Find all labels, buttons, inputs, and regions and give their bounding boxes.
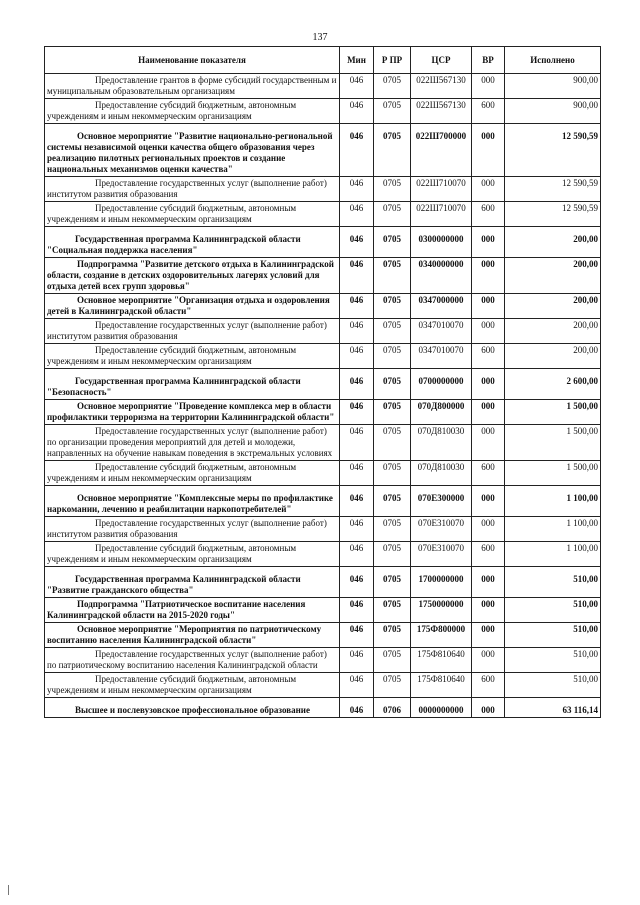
row-name-cell: Государственная программа Калининградской области "Социальная поддержка населения" — [45, 227, 340, 258]
row-name-cell: Государственная программа Калининградской области "Развитие гражданского общества" — [45, 567, 340, 598]
table-row — [45, 486, 601, 517]
row-vr-cell: 600 — [472, 344, 505, 369]
row-executed-cell: 1 100,00 — [505, 517, 601, 542]
row-min-cell: 046 — [340, 486, 374, 517]
row-vr-cell: 600 — [472, 542, 505, 567]
row-vr-cell: 000 — [472, 177, 505, 202]
row-csr-cell: 070Д810030 — [411, 461, 472, 486]
row-min-cell: 046 — [340, 227, 374, 258]
row-min-cell: 046 — [340, 319, 374, 344]
row-vr-cell: 000 — [472, 319, 505, 344]
row-rpr-cell: 0705 — [374, 567, 411, 598]
row-vr-cell: 000 — [472, 369, 505, 400]
row-executed-cell: 63 116,14 — [505, 698, 601, 718]
row-name-cell: Основное мероприятие "Организация отдыха и оздоровления детей в Калининградской области" — [45, 294, 340, 319]
row-name-cell: Предоставление государственных услуг (выполнение работ) по патриотическому воспитанию населения Калининградской области — [45, 648, 340, 673]
table-row — [45, 673, 601, 698]
row-min-cell: 046 — [340, 400, 374, 425]
budget-table — [44, 46, 601, 718]
row-rpr-cell: 0705 — [374, 400, 411, 425]
row-vr-cell: 000 — [472, 74, 505, 99]
row-min-cell: 046 — [340, 124, 374, 177]
row-vr-cell: 000 — [472, 698, 505, 718]
row-executed-cell: 510,00 — [505, 598, 601, 623]
row-executed-cell: 12 590,59 — [505, 124, 601, 177]
row-vr-cell: 000 — [472, 425, 505, 461]
row-name-cell: Основное мероприятие "Проведение комплекса мер в области профилактики терроризма на территории Калининградской области" — [45, 400, 340, 425]
table-row — [45, 648, 601, 673]
row-min-cell: 046 — [340, 258, 374, 294]
row-rpr-cell: 0706 — [374, 698, 411, 718]
row-executed-cell: 200,00 — [505, 319, 601, 344]
row-vr-cell: 000 — [472, 598, 505, 623]
row-name-cell: Основное мероприятие "Развитие национально-региональной системы независимой оценки качества общего образования через реализацию пилотных региональных проектов и создание национальных механизмов оценки качества" — [45, 124, 340, 177]
row-executed-cell: 200,00 — [505, 227, 601, 258]
row-vr-cell: 600 — [472, 202, 505, 227]
row-csr-cell: 175Ф810640 — [411, 648, 472, 673]
table-row — [45, 344, 601, 369]
row-min-cell: 046 — [340, 542, 374, 567]
row-min-cell: 046 — [340, 425, 374, 461]
row-vr-cell: 000 — [472, 648, 505, 673]
table-row — [45, 698, 601, 718]
row-executed-cell: 200,00 — [505, 258, 601, 294]
row-rpr-cell: 0705 — [374, 319, 411, 344]
row-name-cell: Предоставление субсидий бюджетным, автономным учреждениям и иным некоммерческим организациям — [45, 673, 340, 698]
row-rpr-cell: 0705 — [374, 486, 411, 517]
row-csr-cell: 022Ш700000 — [411, 124, 472, 177]
row-rpr-cell: 0705 — [374, 258, 411, 294]
table-header — [45, 47, 601, 74]
table-row — [45, 124, 601, 177]
table-row — [45, 294, 601, 319]
row-name-cell: Предоставление субсидий бюджетным, автономным учреждениям и иным некоммерческим организациям — [45, 344, 340, 369]
row-csr-cell: 0347010070 — [411, 344, 472, 369]
row-csr-cell: 022Ш567130 — [411, 74, 472, 99]
row-min-cell: 046 — [340, 177, 374, 202]
row-csr-cell: 022Ш567130 — [411, 99, 472, 124]
row-csr-cell: 0347010070 — [411, 319, 472, 344]
table-row — [45, 598, 601, 623]
row-name-cell: Государственная программа Калининградской области "Безопасность" — [45, 369, 340, 400]
row-rpr-cell: 0705 — [374, 598, 411, 623]
row-csr-cell: 1700000000 — [411, 567, 472, 598]
row-csr-cell: 070Е310070 — [411, 517, 472, 542]
row-rpr-cell: 0705 — [374, 99, 411, 124]
row-vr-cell: 000 — [472, 294, 505, 319]
row-rpr-cell: 0705 — [374, 177, 411, 202]
row-name-cell: Основное мероприятие "Мероприятия по патриотическому воспитанию населения Калининградской области" — [45, 623, 340, 648]
row-csr-cell: 0000000000 — [411, 698, 472, 718]
row-vr-cell: 000 — [472, 623, 505, 648]
row-min-cell: 046 — [340, 202, 374, 227]
row-min-cell: 046 — [340, 344, 374, 369]
row-vr-cell: 000 — [472, 486, 505, 517]
row-csr-cell: 0340000000 — [411, 258, 472, 294]
row-executed-cell: 900,00 — [505, 99, 601, 124]
row-name-cell: Основное мероприятие "Комплексные меры по профилактике наркомании, лечению и реабилитации наркопотребителей" — [45, 486, 340, 517]
table-row — [45, 567, 601, 598]
row-min-cell: 046 — [340, 698, 374, 718]
table-row — [45, 74, 601, 99]
row-vr-cell: 000 — [472, 567, 505, 598]
row-rpr-cell: 0705 — [374, 227, 411, 258]
row-executed-cell: 200,00 — [505, 294, 601, 319]
column-header-min: Мин — [340, 47, 374, 74]
table-row — [45, 319, 601, 344]
table-row — [45, 202, 601, 227]
row-executed-cell: 12 590,59 — [505, 202, 601, 227]
table-row — [45, 177, 601, 202]
row-executed-cell: 1 500,00 — [505, 425, 601, 461]
row-vr-cell: 600 — [472, 99, 505, 124]
row-min-cell: 046 — [340, 567, 374, 598]
table-row — [45, 623, 601, 648]
row-name-cell: Подпрограмма "Патриотическое воспитание населения Калининградской области на 2015-2020 годы" — [45, 598, 340, 623]
row-csr-cell: 070Е310070 — [411, 542, 472, 567]
row-executed-cell: 510,00 — [505, 567, 601, 598]
row-executed-cell: 510,00 — [505, 623, 601, 648]
row-rpr-cell: 0705 — [374, 74, 411, 99]
column-header-executed: Исполнено — [505, 47, 601, 74]
row-csr-cell: 175Ф810640 — [411, 673, 472, 698]
table-row — [45, 517, 601, 542]
row-csr-cell: 0347000000 — [411, 294, 472, 319]
table-row — [45, 369, 601, 400]
row-executed-cell: 1 500,00 — [505, 400, 601, 425]
column-header-csr: ЦСР — [411, 47, 472, 74]
row-name-cell: Предоставление государственных услуг (выполнение работ) по организации проведения мероприятий для детей и молодежи, направленных на обучение навыкам поведения в экстремальных условиях — [45, 425, 340, 461]
row-min-cell: 046 — [340, 99, 374, 124]
table-row — [45, 461, 601, 486]
row-min-cell: 046 — [340, 623, 374, 648]
row-executed-cell: 1 100,00 — [505, 542, 601, 567]
row-executed-cell: 12 590,59 — [505, 177, 601, 202]
row-csr-cell: 070Е300000 — [411, 486, 472, 517]
row-rpr-cell: 0705 — [374, 425, 411, 461]
row-executed-cell: 900,00 — [505, 74, 601, 99]
row-name-cell: Предоставление субсидий бюджетным, автономным учреждениям и иным некоммерческим организациям — [45, 99, 340, 124]
row-name-cell: Предоставление субсидий бюджетным, автономным учреждениям и иным некоммерческим организациям — [45, 461, 340, 486]
table-row — [45, 227, 601, 258]
row-executed-cell: 200,00 — [505, 344, 601, 369]
row-rpr-cell: 0705 — [374, 124, 411, 177]
table-row — [45, 400, 601, 425]
row-min-cell: 046 — [340, 294, 374, 319]
scan-mark — [8, 885, 9, 895]
page-number: 137 — [312, 32, 328, 43]
row-min-cell: 046 — [340, 673, 374, 698]
row-rpr-cell: 0705 — [374, 202, 411, 227]
row-name-cell: Подпрограмма "Развитие детского отдыха в Калининградской области, создание в детских оздоровительных лагерях условий для отдыха детей всех групп здоровья" — [45, 258, 340, 294]
row-vr-cell: 600 — [472, 673, 505, 698]
row-csr-cell: 022Ш710070 — [411, 202, 472, 227]
row-min-cell: 046 — [340, 369, 374, 400]
row-min-cell: 046 — [340, 461, 374, 486]
row-rpr-cell: 0705 — [374, 673, 411, 698]
row-vr-cell: 000 — [472, 517, 505, 542]
table-row — [45, 425, 601, 461]
row-min-cell: 046 — [340, 598, 374, 623]
row-csr-cell: 0300000000 — [411, 227, 472, 258]
row-name-cell: Предоставление государственных услуг (выполнение работ) институтом развития образования — [45, 517, 340, 542]
table-row — [45, 99, 601, 124]
table-row — [45, 542, 601, 567]
row-rpr-cell: 0705 — [374, 517, 411, 542]
row-rpr-cell: 0705 — [374, 623, 411, 648]
row-rpr-cell: 0705 — [374, 294, 411, 319]
row-vr-cell: 600 — [472, 461, 505, 486]
row-min-cell: 046 — [340, 648, 374, 673]
row-executed-cell: 1 500,00 — [505, 461, 601, 486]
header-row — [45, 47, 601, 74]
row-executed-cell: 2 600,00 — [505, 369, 601, 400]
row-rpr-cell: 0705 — [374, 344, 411, 369]
row-min-cell: 046 — [340, 517, 374, 542]
row-executed-cell: 1 100,00 — [505, 486, 601, 517]
row-name-cell: Предоставление субсидий бюджетным, автономным учреждениям и иным некоммерческим организациям — [45, 542, 340, 567]
row-name-cell: Предоставление государственных услуг (выполнение работ) институтом развития образования — [45, 319, 340, 344]
column-header-name: Наименование показателя — [45, 47, 340, 74]
row-executed-cell: 510,00 — [505, 648, 601, 673]
row-rpr-cell: 0705 — [374, 648, 411, 673]
row-csr-cell: 0700000000 — [411, 369, 472, 400]
row-name-cell: Предоставление грантов в форме субсидий государственным и муниципальным образовательным организациям — [45, 74, 340, 99]
row-vr-cell: 000 — [472, 227, 505, 258]
row-rpr-cell: 0705 — [374, 542, 411, 567]
row-vr-cell: 000 — [472, 124, 505, 177]
column-header-rpr: Р ПР — [374, 47, 411, 74]
row-name-cell: Предоставление субсидий бюджетным, автономным учреждениям и иным некоммерческим организациям — [45, 202, 340, 227]
row-min-cell: 046 — [340, 74, 374, 99]
row-vr-cell: 000 — [472, 258, 505, 294]
table-row — [45, 258, 601, 294]
table-body — [45, 74, 601, 718]
row-csr-cell: 1750000000 — [411, 598, 472, 623]
row-csr-cell: 070Д810030 — [411, 425, 472, 461]
row-rpr-cell: 0705 — [374, 461, 411, 486]
row-name-cell: Высшее и послевузовское профессиональное образование — [45, 698, 340, 718]
row-executed-cell: 510,00 — [505, 673, 601, 698]
row-csr-cell: 175Ф800000 — [411, 623, 472, 648]
row-rpr-cell: 0705 — [374, 369, 411, 400]
row-vr-cell: 000 — [472, 400, 505, 425]
column-header-vr: ВР — [472, 47, 505, 74]
row-name-cell: Предоставление государственных услуг (выполнение работ) институтом развития образования — [45, 177, 340, 202]
row-csr-cell: 022Ш710070 — [411, 177, 472, 202]
row-csr-cell: 070Д800000 — [411, 400, 472, 425]
